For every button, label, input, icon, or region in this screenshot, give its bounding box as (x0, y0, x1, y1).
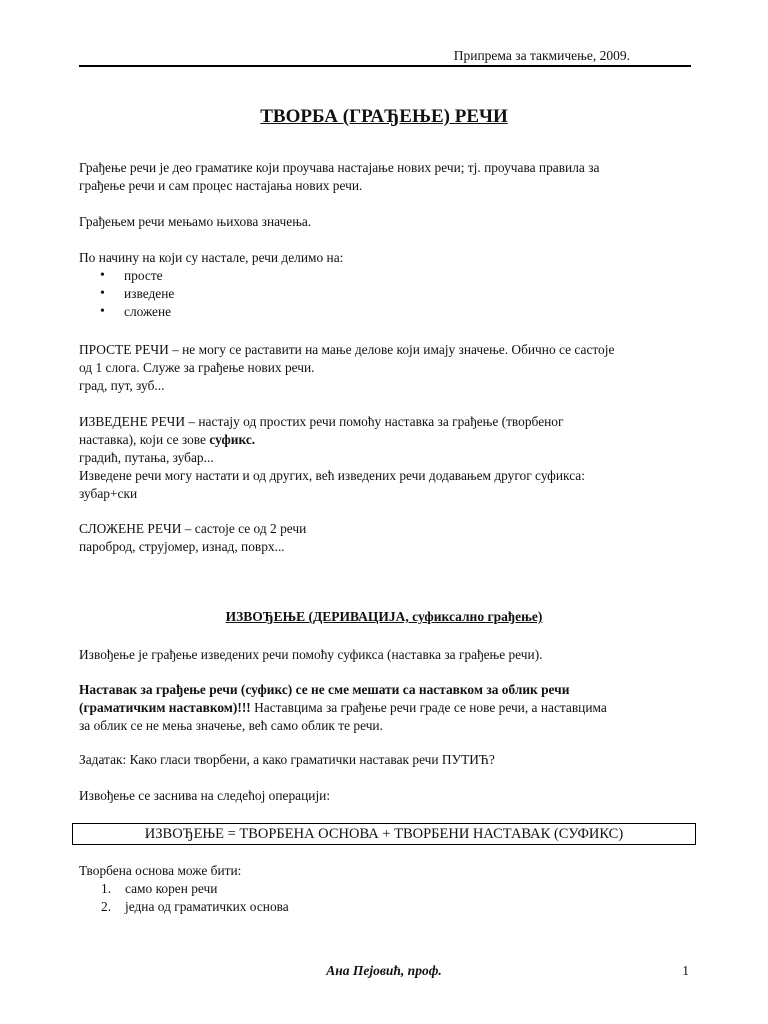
page-number: 1 (682, 963, 689, 978)
derived-line-5: зубар+ски (79, 486, 138, 501)
derived-example: градић, путања, зубар... (79, 450, 214, 465)
suffix-term: суфикс. (209, 432, 256, 447)
compound-words-section (79, 520, 699, 556)
task-text: Задатак: Како гласи творбени, а како граматички наставак речи ПУТИЋ? (79, 752, 495, 767)
simple-example: град, пут, зуб... (79, 378, 165, 393)
derived-line-4: Изведене речи могу настати и од других, већ изведених речи додавањем другог суфикса: (79, 468, 585, 483)
basis-text: Извођење се заснива на следећој операцији: (79, 788, 331, 803)
list-number: 2. (101, 899, 112, 914)
list-item-text: само корен речи (125, 881, 218, 896)
derivation-intro: Извођење је грађење изведених речи помоћу суфикса (наставка за грађење речи). (79, 647, 543, 662)
derived-line-2 (79, 431, 699, 449)
stem-list (79, 880, 699, 916)
simple-words-section (79, 341, 699, 395)
intro-line-2: грађење речи и сам процес настајања нових речи. (79, 178, 363, 193)
simple-line-1: ПРОСТЕ РЕЧИ – не могу се раставити на мање делове који имају значење. Обично се састоје (79, 342, 615, 357)
intro-paragraph-2: Грађењем речи мењамо њихова значења. (79, 214, 312, 229)
stem-lead: Творбена основа може бити: (79, 863, 242, 878)
compound-example: пароброд, струјомер, изнад, поврх... (79, 539, 285, 554)
list-item: • сложене (79, 303, 699, 321)
list-item-text: једна од граматичких основа (125, 899, 289, 914)
division-lead: По начину на који су настале, речи делимо на: (79, 250, 344, 265)
header-rule (79, 65, 691, 67)
warning-bold-text: (граматичким наставком)!!! (79, 700, 251, 715)
stem-section (79, 862, 699, 916)
warning-line-1: Наставак за грађење речи (суфикс) се не сме мешати са наставком за облик речи (79, 682, 570, 697)
warning-line-2 (79, 699, 699, 717)
warning-rest-text: Наставцима за грађење речи граде се нове речи, а наставцима (250, 700, 607, 715)
derivation-heading: ИЗВОЂЕЊЕ (ДЕРИВАЦИЈА, суфиксално грађење) (225, 609, 543, 624)
list-item (79, 898, 699, 916)
derived-line-1: ИЗВЕДЕНЕ РЕЧИ – настају од простих речи помоћу наставка за грађење (творбеног (79, 414, 564, 429)
page-header: Припрема за такмичење, 2009. (453, 48, 630, 63)
derived-words-section (79, 413, 699, 503)
derivation-warning (79, 681, 699, 735)
division-list (79, 267, 699, 321)
division-section (79, 249, 699, 321)
list-item: • просте (79, 267, 699, 285)
warning-line-3: за облик се не мења значење, већ само облик те речи. (79, 718, 383, 733)
derived-line-2-text: наставка), који се зове (79, 432, 210, 447)
list-item (79, 880, 699, 898)
intro-line-1: Грађење речи је део граматике који проучава настајање нових речи; тј. проучава правила за (79, 160, 600, 175)
list-item: • изведене (79, 285, 699, 303)
page-title: ТВОРБА (ГРАЂЕЊЕ) РЕЧИ (260, 106, 508, 127)
simple-line-2: од 1 слога. Служе за грађење нових речи. (79, 360, 315, 375)
list-number: 1. (101, 881, 112, 896)
intro-paragraph (79, 159, 699, 195)
compound-line-1: СЛОЖЕНЕ РЕЧИ – састоје се од 2 речи (79, 521, 307, 536)
footer-author: Ана Пејовић, проф. (326, 963, 442, 978)
formula-box: ИЗВОЂЕЊЕ = ТВОРБЕНА ОСНОВА + ТВОРБЕНИ НАСТАВАК (СУФИКС) (72, 823, 696, 845)
